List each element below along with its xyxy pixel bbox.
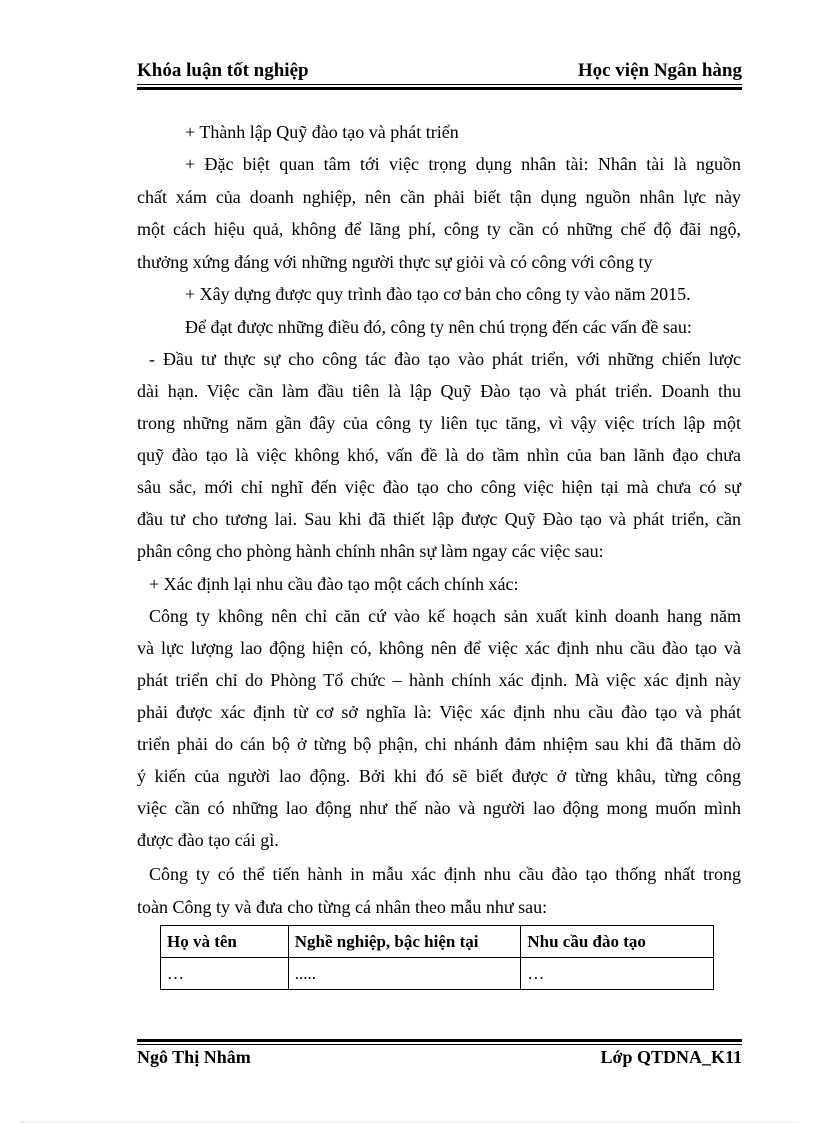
table-row: [161, 958, 714, 990]
text-line: đầu tư cho tương lai. Sau khi đã thiết lập được Quỹ Đào tạo và phát triển, cần: [137, 509, 741, 529]
text-line: + Xác định lại nhu cầu đào tạo một cách chính xác:: [149, 574, 519, 594]
cell-full-name: …: [161, 958, 289, 990]
header-rule-thick: [137, 87, 742, 90]
text-line: toàn Công ty và đưa cho từng cá nhân theo mẫu như sau:: [137, 897, 548, 917]
page-header: [137, 58, 742, 82]
cell-occupation-level: .....: [288, 958, 521, 990]
col-header-training-need: Nhu cầu đào tạo: [521, 926, 714, 958]
table-header-row: [161, 926, 714, 958]
text-line: quỹ đào tạo là việc không khó, vấn đề là do tầm nhìn của ban lãnh đạo chưa: [137, 445, 741, 465]
footer-author: Ngô Thị Nhâm: [137, 1046, 251, 1067]
text-line: sâu sắc, mới chỉ nghĩ đến việc đào tạo cho công việc hiện tại mà chưa có sự: [137, 477, 741, 497]
text-line: ý kiến của người lao động. Bởi khi đó sẽ biết được ở từng khâu, từng công: [137, 766, 741, 786]
footer-rule-thick: [137, 1039, 742, 1042]
training-needs-form-table: [160, 925, 714, 990]
text-line: và lực lượng lao động hiện có, không nên để việc xác định nhu cầu đào tạo và: [137, 638, 741, 658]
text-line: Công ty không nên chỉ căn cứ vào kế hoạch sản xuất kinh doanh hang năm: [149, 606, 741, 626]
text-line: + Thành lập Quỹ đào tạo và phát triển: [185, 122, 459, 142]
page-footer: [137, 1045, 742, 1069]
text-line: phát triển chỉ do Phòng Tổ chức – hành chính xác định. Mà việc xác định này: [137, 670, 741, 690]
header-thesis-title: Khóa luận tốt nghiệp: [137, 60, 309, 81]
header-rule-thin: [137, 84, 742, 85]
text-line: chất xám của doanh nghiệp, nên cần phải biết tận dụng nguồn nhân lực này: [137, 187, 741, 207]
text-line: + Đặc biệt quan tâm tới việc trọng dụng nhân tài: Nhân tài là nguồn: [185, 154, 741, 174]
cell-training-need: …: [521, 958, 714, 990]
text-line: Công ty có thể tiến hành in mẫu xác định nhu cầu đào tạo thống nhất trong: [149, 864, 741, 884]
text-line: + Xây dựng được quy trình đào tạo cơ bản cho công ty vào năm 2015.: [185, 284, 691, 304]
header-institution: Học viện Ngân hàng: [577, 60, 742, 81]
text-line: được đào tạo cái gì.: [137, 830, 279, 850]
col-header-occupation-level: Nghề nghiệp, bậc hiện tại: [288, 926, 521, 958]
text-line: - Đầu tư thực sự cho công tác đào tạo vào phát triển, với những chiến lược: [149, 349, 741, 369]
text-line: trong những năm gần đây của công ty liên tục tăng, vì vậy việc trích lập một: [137, 413, 741, 433]
col-header-full-name: Họ và tên: [161, 926, 289, 958]
text-line: một cách hiệu quả, không để lãng phí, công ty cần có những chế độ đãi ngộ,: [137, 219, 741, 239]
text-line: phân công cho phòng hành chính nhân sự làm ngay các việc sau:: [137, 541, 604, 561]
text-line: phải được xác định từ cơ sở nghĩa là: Việc xác định nhu cầu đào tạo và phát: [137, 702, 741, 722]
footer-class: Lớp QTDNA_K11: [600, 1046, 742, 1067]
text-line: dài hạn. Việc cần làm đầu tiên là lập Quỹ Đào tạo và phát triển. Doanh thu: [137, 381, 741, 401]
text-line: triển phải do cán bộ ở từng bộ phận, chi nhánh đảm nhiệm sau khi đã thăm dò: [137, 734, 741, 754]
text-line: Để đạt được những điều đó, công ty nên chú trọng đến các vấn đề sau:: [185, 317, 692, 337]
text-line: thưởng xứng đáng với những người thực sự giỏi và có công với công ty: [137, 252, 653, 272]
text-line: việc cần có những lao động như thế nào và người lao động mong muốn mình: [137, 798, 741, 818]
